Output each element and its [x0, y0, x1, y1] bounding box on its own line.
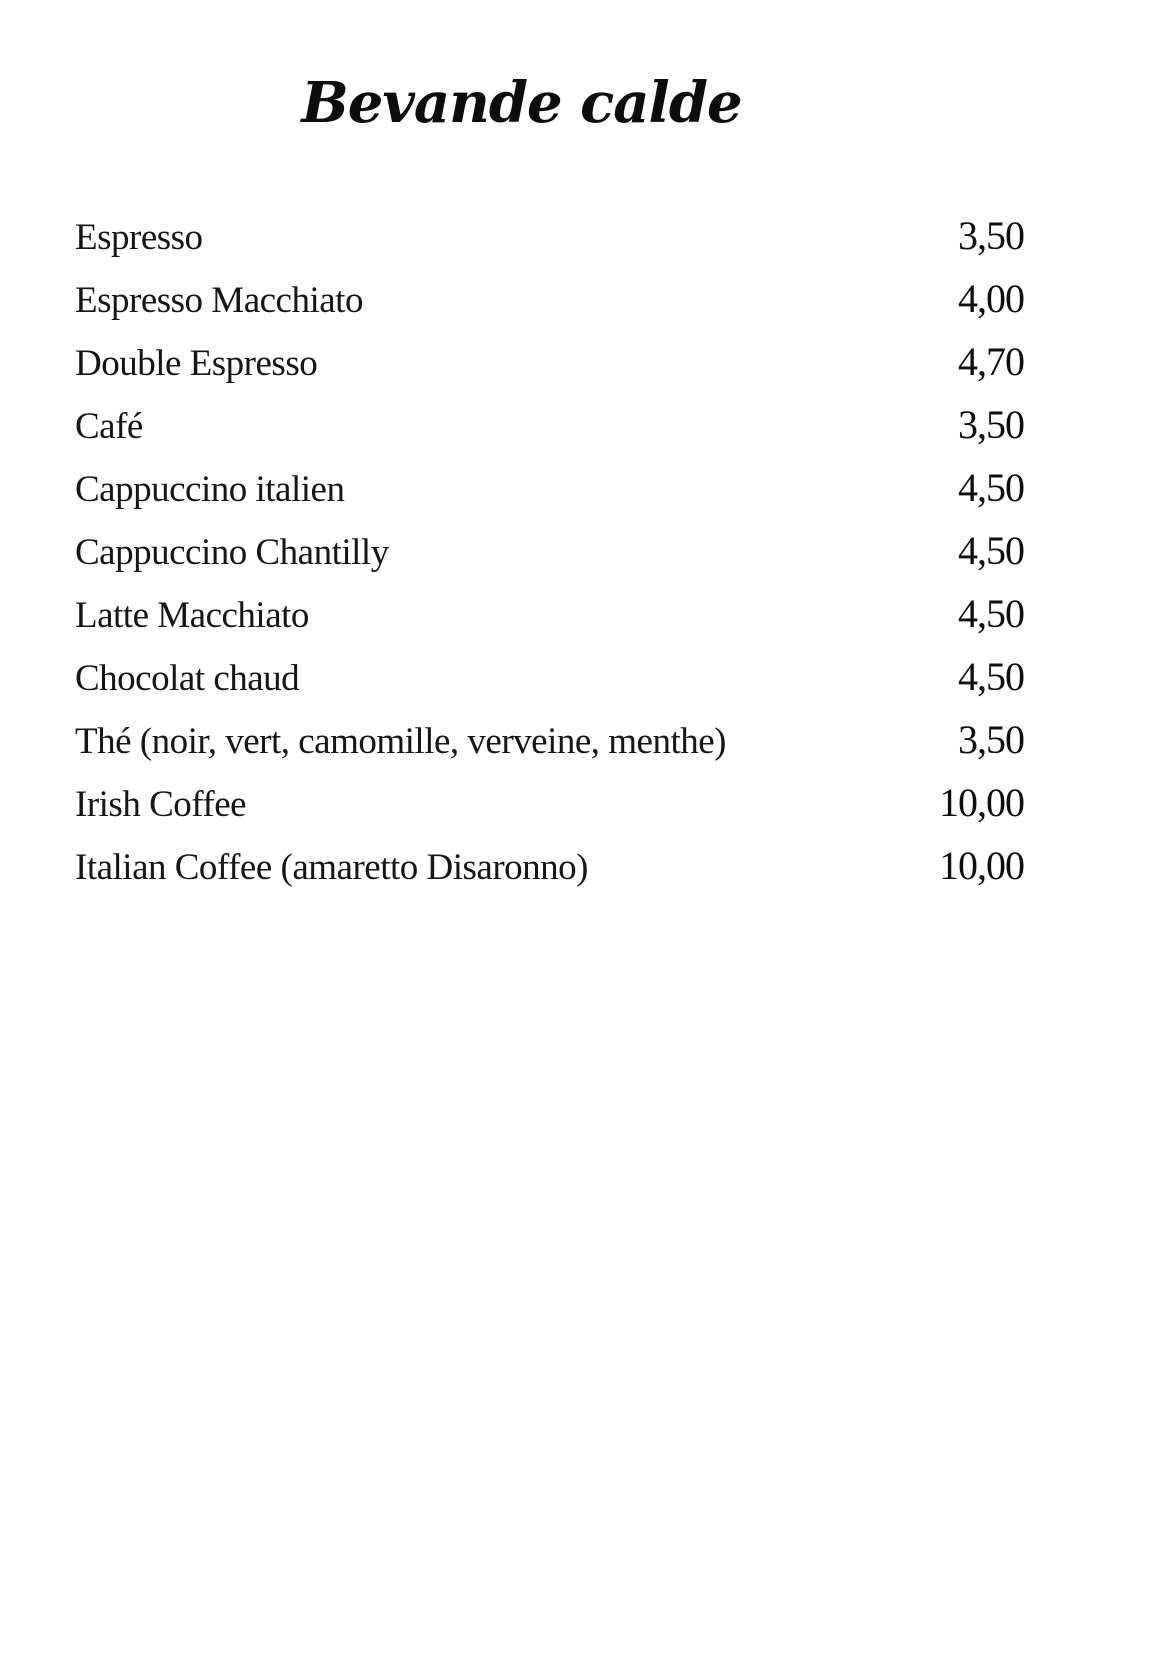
menu-item-price: 4,70 [958, 339, 1024, 384]
menu-item-name: Double Espresso [75, 343, 318, 384]
menu-item-row [75, 212, 1024, 275]
menu-item-row [75, 590, 1024, 653]
menu-item-price: 10,00 [939, 843, 1024, 888]
menu-item-row [75, 527, 1024, 590]
menu-item-name: Italian Coffee (amaretto Disaronno) [75, 847, 588, 888]
menu-item-name: Irish Coffee [75, 784, 247, 825]
menu-item-price: 4,50 [958, 465, 1024, 510]
menu-item-name: Espresso Macchiato [75, 280, 363, 321]
menu-item-name: Café [75, 406, 143, 447]
menu-item-price: 4,50 [958, 528, 1024, 573]
menu-item-row [75, 779, 1024, 842]
menu-item-name: Thé (noir, vert, camomille, verveine, menthe) [75, 721, 726, 762]
menu-item-name: Cappuccino Chantilly [75, 532, 389, 573]
menu-item-row [75, 401, 1024, 464]
menu-item-price: 10,00 [939, 780, 1024, 825]
menu-item-price: 3,50 [958, 402, 1024, 447]
menu-item-row [75, 275, 1024, 338]
menu-item-price: 4,00 [958, 276, 1024, 321]
menu-item-price: 3,50 [958, 213, 1024, 258]
menu-item-row [75, 842, 1024, 905]
menu-item-price: 3,50 [958, 717, 1024, 762]
page-title: Bevande calde [301, 70, 742, 136]
menu-item-price: 4,50 [958, 654, 1024, 699]
menu-item-row [75, 464, 1024, 527]
menu-list [75, 212, 1024, 905]
menu-item-name: Chocolat chaud [75, 658, 300, 699]
menu-item-row [75, 653, 1024, 716]
menu-item-name: Latte Macchiato [75, 595, 309, 636]
menu-item-name: Espresso [75, 217, 203, 258]
menu-item-row [75, 338, 1024, 401]
menu-item-price: 4,50 [958, 591, 1024, 636]
menu-item-name: Cappuccino italien [75, 469, 345, 510]
menu-item-row [75, 716, 1024, 779]
